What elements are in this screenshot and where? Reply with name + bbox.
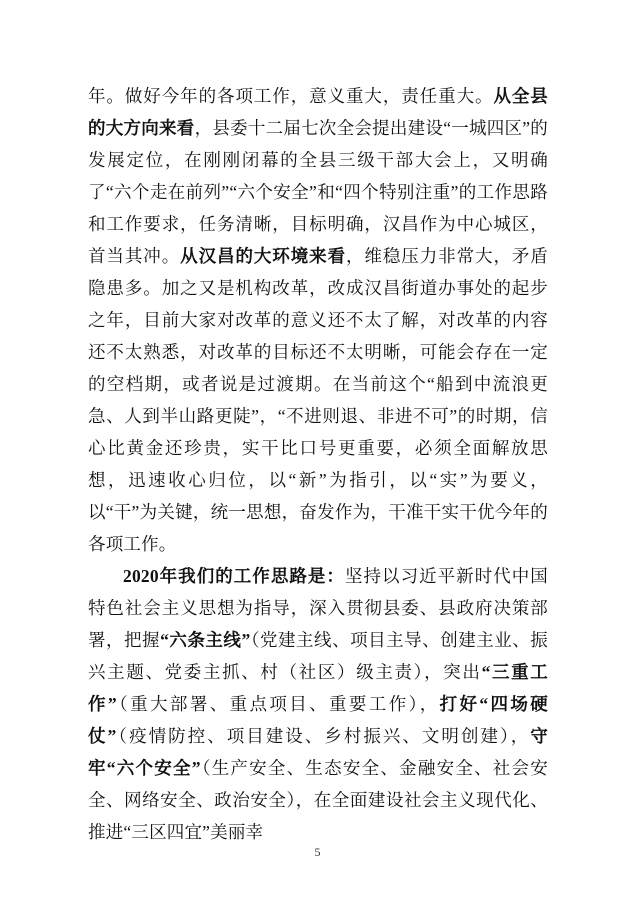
text-run: （疫情防控、项目建设、乡村振兴、文明创建）， xyxy=(116,726,531,746)
bold-text-run: 从全县的大方向来看 xyxy=(88,86,548,138)
text-run: 坚持以习近平新时代中国特色社会主义思想为指导，深入贯彻县委、县政府决策部署，把握 xyxy=(88,566,548,650)
document-body xyxy=(88,80,548,848)
text-run: （生产安全、生态安全、金融安全、社会安全、网络安全、政治安全），在全面建设社会主义现代化、推进“三区四宜”美丽幸 xyxy=(88,758,548,842)
text-run: 年。做好今年的各项工作，意义重大，责任重大。 xyxy=(88,86,494,106)
paragraph xyxy=(88,80,548,560)
text-run: ，县委十二届七次全会提出建设“一城四区”的发展定位，在刚刚闭幕的全县三级干部大会上，又明确了“六个走在前列”“六个安全”和“四个特别注重”的工作思路和工作要求，任务清晰，目标明确，汉昌作为中心城区，首当其冲。 xyxy=(88,118,548,266)
text-run: （党建主线、项目主导、创建主业、振兴主题、党委主抓、村（社区）级主责），突出 xyxy=(88,630,549,682)
page-number: 5 xyxy=(314,845,321,859)
text-run: ，维稳压力非常大，矛盾隐患多。加之又是机构改革，改成汉昌街道办事处的起步之年，目前大家对改革的意义还不太了解，对改革的内容还不太熟悉，对改革的目标还不太明晰，可能会存在一定的空档期，或者说是过渡期。在当前这个“船到中流浪更急、人到半山路更陡”，“不进则退、非进不可”的时期，信心比黄金还珍贵，实干比口号更重要，必须全面解放思想，迅速收心归位，以“新”为指引，以“实”为要义，以“干”为关键，统一思想，奋发作为，干准干实干优今年的各项工作。 xyxy=(88,246,548,554)
bold-text-run: 从汉昌的大环境来看 xyxy=(180,246,347,266)
bold-text-run: “六条主线” xyxy=(160,630,251,650)
bold-text-run: 2020年我们的工作思路是： xyxy=(123,566,345,586)
paragraph xyxy=(88,560,548,848)
text-run: （重大部署、重点项目、重要工作）， xyxy=(116,694,440,714)
bold-text-run: 打好“四场硬仗” xyxy=(88,694,548,746)
bold-text-run: 守牢“六个安全” xyxy=(88,726,548,778)
bold-text-run: “三重工作” xyxy=(88,662,548,714)
